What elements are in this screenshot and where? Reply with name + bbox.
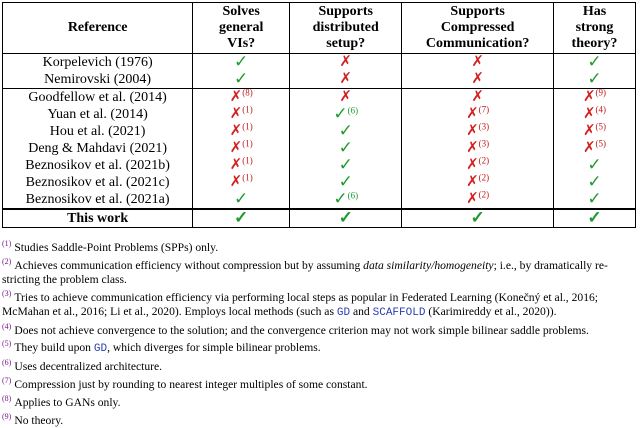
cell-reference: Nemirovski (2004)	[3, 71, 193, 89]
footnote-number: (7)	[2, 376, 12, 386]
footnote-ref: (3)	[478, 138, 490, 149]
footnote-text: Uses decentralized architecture.	[14, 360, 163, 374]
header-line: setup?	[326, 36, 366, 51]
cross-icon: ✗	[229, 89, 243, 105]
cell-general-vis	[193, 191, 290, 209]
footnote-text: McMahan et al., 2016; Li et al., 2020). Employs local methods (such as	[2, 304, 337, 318]
cell-theory	[554, 191, 636, 209]
cross-icon: ✗	[466, 140, 479, 156]
cell-reference: Goodfellow et al. (2014)	[3, 89, 193, 107]
footnote-ref: (1)	[242, 138, 253, 149]
check-icon: ✓	[234, 69, 249, 88]
cell-compressed	[402, 174, 554, 191]
check-icon: ✓	[338, 121, 353, 140]
cross-icon: ✗	[582, 140, 596, 156]
header-line: Compressed	[440, 20, 515, 35]
code-scaffold: SCAFFOLD	[372, 306, 426, 319]
header-line: VIs?	[227, 36, 256, 51]
footnote-ref: (7)	[478, 104, 490, 115]
cell-compressed	[402, 157, 554, 174]
cross-icon: ✗	[466, 191, 479, 207]
cell-general-vis	[193, 209, 290, 228]
header-compressed	[402, 3, 554, 54]
table-row	[3, 174, 636, 191]
cell-general-vis	[193, 71, 290, 89]
footnote-text: and	[350, 304, 373, 318]
footnote-number: (1)	[2, 239, 12, 248]
footnote	[2, 287, 636, 320]
footnote	[2, 320, 636, 338]
cell-reference: Yuan et al. (2014)	[3, 106, 193, 123]
footnote-ref: (1)	[242, 172, 253, 183]
cell-compressed	[402, 89, 554, 107]
check-icon: ✓	[587, 69, 602, 88]
cell-distributed	[290, 209, 402, 228]
check-icon: ✓	[587, 189, 602, 208]
cell-theory	[554, 89, 636, 107]
footnote-text: No theory.	[14, 413, 64, 427]
footnote-number: (8)	[2, 394, 12, 404]
cell-distributed	[290, 191, 402, 209]
header-line: Supports	[450, 4, 505, 19]
cell-reference: Deng & Mahdavi (2021)	[3, 140, 193, 157]
cross-icon: ✗	[466, 123, 479, 139]
header-line: Supports	[318, 4, 373, 19]
cross-icon: ✗	[466, 106, 479, 122]
cell-theory	[554, 71, 636, 89]
footnote-text: They build upon	[14, 341, 94, 355]
footnote-text: Tries to achieve communication efficiency via performing local steps as popular in Federated Learning (Konečný et al., 2016;	[14, 290, 599, 304]
cross-icon: ✗	[582, 106, 596, 122]
footnote	[2, 374, 636, 392]
footnote-ref: (6)	[347, 190, 359, 201]
comparison-table	[2, 2, 636, 228]
footnote	[2, 237, 636, 255]
header-distributed	[290, 3, 402, 54]
check-icon: ✓	[333, 104, 348, 123]
footnote-ref: (3)	[478, 121, 490, 132]
footnote-ref: (4)	[595, 104, 607, 115]
table-row	[3, 157, 636, 174]
cell-compressed	[402, 71, 554, 89]
cell-compressed	[402, 191, 554, 209]
cross-icon: ✗	[229, 123, 243, 139]
cell-compressed	[402, 140, 554, 157]
cell-reference: Korpelevich (1976)	[3, 54, 193, 72]
check-icon: ✓	[587, 52, 602, 71]
cell-compressed	[402, 209, 554, 228]
cell-distributed	[290, 54, 402, 72]
check-icon: ✓	[234, 52, 249, 71]
table-row	[3, 191, 636, 209]
cell-distributed	[290, 71, 402, 89]
footnote-ref: (2)	[478, 189, 490, 200]
footnote-ref: (6)	[347, 105, 359, 116]
footnote-emphasis: data similarity/homogeneity	[363, 258, 494, 272]
table-row	[3, 140, 636, 157]
cell-theory	[554, 106, 636, 123]
cell-reference: Beznosikov et al. (2021c)	[3, 174, 193, 191]
check-icon: ✓	[338, 138, 353, 157]
header-line: Communication?	[425, 36, 530, 51]
cross-icon: ✗	[229, 106, 243, 122]
cross-icon: ✗	[339, 54, 352, 70]
cross-icon: ✗	[471, 54, 484, 70]
footnote-text: Applies to GANs only.	[14, 395, 121, 409]
footnote	[2, 356, 636, 374]
table-row	[3, 123, 636, 140]
footnote-ref: (5)	[595, 121, 607, 132]
footnote-ref: (1)	[242, 155, 253, 166]
cell-reference: Beznosikov et al. (2021b)	[3, 157, 193, 174]
cross-icon: ✗	[229, 157, 243, 173]
check-icon: ✓	[234, 189, 249, 208]
footnote-number: (2)	[2, 256, 12, 266]
footnote-ref: (1)	[242, 121, 253, 132]
footnote-text: Achieves communication efficiency without compression but by assuming	[14, 258, 364, 272]
cell-theory	[554, 123, 636, 140]
table-body	[3, 54, 636, 228]
check-icon: ✓	[470, 208, 485, 227]
cross-icon: ✗	[582, 123, 596, 139]
cell-compressed	[402, 123, 554, 140]
header-line: general	[219, 20, 264, 35]
header-line: Has	[582, 4, 607, 19]
check-icon: ✓	[338, 155, 353, 174]
footnote-number: (4)	[2, 321, 12, 331]
footnote	[2, 410, 636, 428]
header-line: theory?	[571, 36, 618, 51]
cross-icon: ✗	[339, 71, 352, 87]
footnotes	[2, 237, 636, 428]
table-row	[3, 89, 636, 107]
footnote-text: stricting the problem class.	[2, 272, 127, 286]
cell-theory	[554, 209, 636, 228]
check-icon: ✓	[587, 208, 602, 227]
cross-icon: ✗	[229, 140, 243, 156]
footnote-ref: (1)	[242, 104, 253, 115]
footnote-ref: (5)	[595, 138, 607, 149]
header-theory	[554, 3, 636, 54]
table-row-this-work	[3, 209, 636, 228]
table-header-row	[3, 3, 636, 54]
header-line: strong	[575, 20, 614, 35]
footnote-ref: (8)	[242, 87, 253, 98]
footnote-text: Does not achieve convergence to the solution; and the convergence criterion may not work simple bilinear saddle problems.	[14, 323, 589, 337]
cross-icon: ✗	[229, 174, 243, 190]
cross-icon: ✗	[471, 71, 484, 87]
table-row	[3, 71, 636, 89]
cross-icon: ✗	[466, 157, 479, 173]
footnote-text: (Karimireddy et al., 2020)).	[425, 304, 557, 318]
check-icon: ✓	[234, 208, 249, 227]
header-line: distributed	[312, 20, 379, 35]
check-icon: ✓	[338, 172, 353, 191]
footnote-text: Studies Saddle-Point Problems (SPPs) only.	[14, 240, 219, 254]
cross-icon: ✗	[466, 174, 479, 190]
footnote-text: Compression just by rounding to nearest integer multiples of some constant.	[14, 378, 368, 392]
table-row	[3, 106, 636, 123]
cross-icon: ✗	[339, 89, 352, 105]
header-general-vis	[193, 3, 290, 54]
footnote	[2, 392, 636, 410]
footnote	[2, 255, 636, 287]
table-row	[3, 54, 636, 72]
footnote-number: (6)	[2, 358, 12, 368]
cell-reference: Beznosikov et al. (2021a)	[3, 191, 193, 209]
check-icon: ✓	[587, 172, 602, 191]
footnote-number: (5)	[2, 339, 12, 349]
cross-icon: ✗	[471, 89, 484, 105]
code-gd: GD	[93, 343, 108, 356]
footnote-number: (3)	[2, 288, 12, 298]
header-reference: Reference	[3, 3, 193, 54]
footnote-ref: (2)	[478, 172, 490, 183]
cell-reference: Hou et al. (2021)	[3, 123, 193, 140]
check-icon: ✓	[587, 155, 602, 174]
footnote-text: ; i.e., by dramatically re-	[493, 258, 608, 272]
cross-icon: ✗	[582, 89, 596, 105]
footnote-ref: (9)	[595, 87, 607, 98]
check-icon: ✓	[333, 189, 348, 208]
cell-reference: This work	[3, 209, 193, 228]
cell-compressed	[402, 54, 554, 72]
header-line: Solves	[222, 4, 260, 19]
check-icon: ✓	[338, 208, 353, 227]
footnote-text: , which diverges for simple bilinear problems.	[107, 341, 321, 355]
cell-compressed	[402, 106, 554, 123]
footnote-ref: (2)	[478, 155, 490, 166]
footnote-number: (9)	[2, 411, 12, 421]
footnote	[2, 337, 636, 356]
code-gd: GD	[336, 306, 351, 319]
